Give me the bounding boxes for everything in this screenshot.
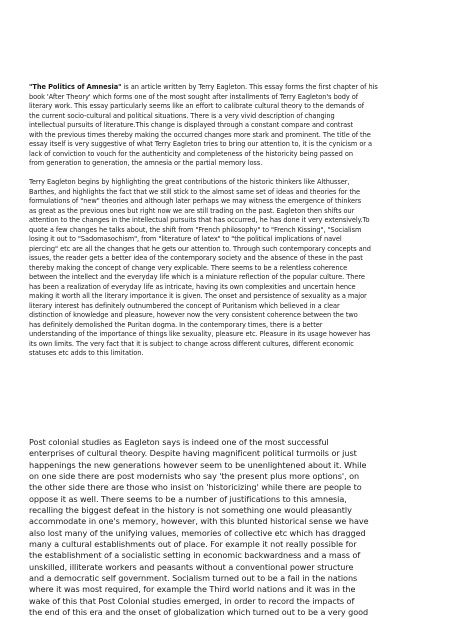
text-line: understanding of the importance of things like sexuality, pleasure etc. Pleasure in its usage however has — [29, 330, 371, 338]
text-line: making it worth all the literary importance it is given. The onset and persistence of sexuality as a major — [29, 292, 367, 300]
text-line: also lost many of the unifying values, memories of collective etc which has dragged — [29, 527, 366, 538]
text-line: unskilled, illiterate workers and peasants without a conventional power structure — [29, 561, 354, 572]
text-line: literary interest has definitely outnumbered the concept of Puritanism which believed in a clear — [29, 301, 340, 310]
text-line: literary work. This essay particularly seems like an effort to calibrate cultural theory to the demands of — [29, 102, 365, 110]
paragraph-intro — [29, 83, 449, 169]
text-line: where it was most required, for example the Third world nations and it was in the — [29, 584, 356, 595]
text-line: the end of this era and the onset of globalization which turned out to be a very good — [29, 607, 369, 618]
text-line: piercing" etc are all the changes that he gets our attention to. Through such contemporary concepts and — [29, 244, 371, 253]
text-line: many a cultural establishments out of place. For example it not really possible for — [29, 539, 357, 550]
text-line: lack of conviction to vouch for the authenticity and completeness of the historicity being passed on — [29, 149, 353, 158]
text-line: happenings the new generations however seem to be unenlightened about it. While — [29, 459, 367, 470]
text-line: as great as the previous ones but right now we are still trading on the past. Eagleton then shifts our — [29, 206, 355, 215]
text-line: from generation to generation, the amnesia or the partial memory loss. — [29, 159, 263, 167]
text-line: attention to the changes in the intellectual pursuits that has occurred, he has done it very extensively.To — [29, 216, 370, 224]
paragraph-post-colonial — [29, 437, 449, 619]
text-line: Barthes, and highlights the fact that we still stick to the almost same set of ideas and theories for the — [29, 187, 360, 196]
text-line: wake of this that Post Colonial studies emerged, in order to record the impacts of — [29, 595, 355, 606]
text-line: oppose it as well. There seems to be a number of justifications to this amnesia, — [29, 493, 347, 504]
text-line: intellectual pursuits of literature.This change is displayed through a constant compare and contrast — [29, 121, 354, 129]
text-line: "The Politics of Amnesia" is an article written by Terry Eagleton. This essay forms the first chapter of his — [29, 83, 378, 91]
text-line: with the previous times thereby making the occurred changes more stark and prominent. The title of the — [29, 130, 371, 139]
text-line: recalling the biggest defeat in the history is not something one would pleasantly — [29, 505, 352, 516]
text-line: enterprises of cultural theory. Despite having magnificent political turmoils or just — [29, 448, 357, 459]
text-line: thereby making the concept of change very explicable. There seems to be a relentless coherence — [29, 263, 348, 272]
text-line: statuses etc adds to this limitation. — [29, 349, 144, 357]
text-line: has been a realization of everyday life as intricate, having its own complexities and uncertain hence — [29, 282, 356, 291]
text-line: formulations of "new" theories and although later perhaps we may witness the emergence of thinkers — [29, 197, 362, 205]
text-line: and a democratic self government. Socialism turned out to be a fail in the nations — [29, 573, 358, 584]
text-line: issues, the reader gets a better idea of the contemporary society and the absence of these in the past — [29, 254, 363, 262]
paragraph-eagleton-begins — [29, 178, 449, 359]
text-line: losing it out to "Sadomasochism", from "literature of latex" to "the political implications of navel — [29, 235, 342, 243]
text-line: the other side there are those who insist on 'historicizing' while there are people to — [29, 482, 362, 493]
text-line: between the intellect and the everyday life which is a miniature reflection of the popular culture. There — [29, 273, 365, 281]
essay-title: "The Politics of Amnesia" — [29, 83, 122, 91]
text-line: its own limits. The very fact that it is subject to change across different cultures, different economic — [29, 339, 354, 348]
text-line: essay itself is very suggestive of what Terry Eagleton tries to bring our attention to, it is the cynicism or a — [29, 140, 372, 148]
text-line: Post colonial studies as Eagleton says is indeed one of the most successful — [29, 437, 329, 447]
text-line: accommodate in one's memory, however, with this blunted historical sense we have — [29, 516, 369, 527]
text-line: has definitely demolished the Puritan dogma. In the contemporary times, there is a better — [29, 320, 323, 329]
text-line: distinction of knowledge and pleasure, however now the very consistent coherence between the two — [29, 311, 358, 319]
text-line: Terry Eagleton begins by highlighting the great contributions of the historic thinkers like Althusser, — [29, 178, 350, 186]
text-line: on one side there are post modernists who say 'the present plus more options', on — [29, 471, 360, 482]
text-line: the current socio-cultural and political situations. There is a very vivid description of changing — [29, 111, 335, 120]
text-line: quote a few changes he talks about, the shift from "French philosophy" to "French Kissing", "Socialism — [29, 225, 362, 234]
text-line: book 'After Theory' which forms one of the most sought after installments of Terry Eagleton's body of — [29, 92, 358, 101]
text-line: the establishment of a socialistic setting in economic backwardness and a mass of — [29, 550, 361, 561]
